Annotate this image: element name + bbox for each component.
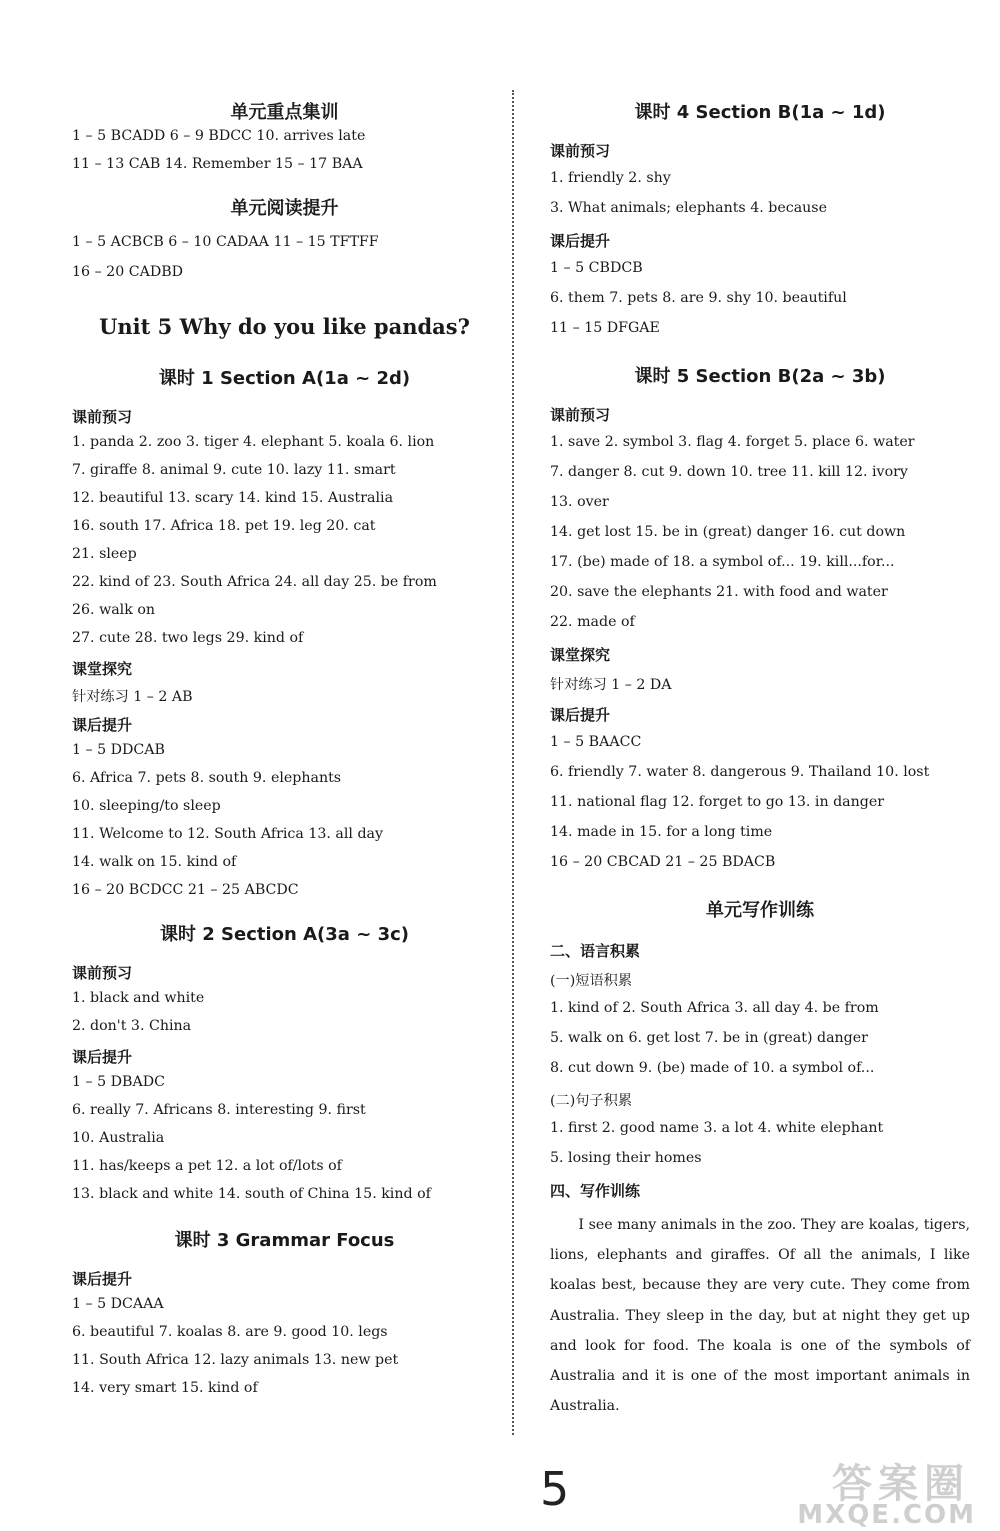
answer-line: 1. kind of 2. South Africa 3. all day 4. be from (550, 1000, 879, 1016)
answer-line: 针对练习 1 – 2 AB (72, 689, 193, 705)
answer-line: 12. beautiful 13. scary 14. kind 15. Australia (72, 490, 394, 506)
section-heading: 单元重点集训 (230, 102, 339, 123)
answer-line: 6. Africa 7. pets 8. south 9. elephants (72, 770, 342, 786)
unit-title: Unit 5 Why do you like pandas? (99, 314, 470, 339)
answer-line: 11. South Africa 12. lazy animals 13. new pet (72, 1352, 399, 1368)
answer-line: 针对练习 1 – 2 DA (550, 677, 672, 693)
subsection-label: 课后提升 (550, 706, 611, 724)
answer-line: 7. giraffe 8. animal 9. cute 10. lazy 11. smart (72, 462, 396, 478)
answer-line: 14. get lost 15. be in (great) danger 16. cut down (550, 524, 906, 540)
answer-line: 20. save the elephants 21. with food and water (550, 584, 888, 600)
lesson-heading: 课时 3 Grammar Focus (174, 1230, 395, 1251)
subsection-label: 课后提升 (72, 1048, 133, 1066)
answer-line: 11. Welcome to 12. South Africa 13. all day (72, 826, 384, 842)
answer-line: 1 – 5 CBDCB (550, 260, 643, 276)
subsection-label: 课前预习 (72, 408, 133, 426)
subsection-label: 课后提升 (72, 1270, 133, 1288)
answer-line: 2. don't 3. China (72, 1018, 192, 1034)
answer-line: 1. friendly 2. shy (550, 170, 671, 186)
answer-line: 22. made of (550, 614, 635, 630)
answer-line: 1. save 2. symbol 3. flag 4. forget 5. place 6. water (550, 434, 915, 450)
answer-line: 13. over (550, 494, 609, 510)
answer-line: 14. walk on 15. kind of (72, 854, 237, 870)
answer-line: 1. panda 2. zoo 3. tiger 4. elephant 5. koala 6. lion (72, 434, 435, 450)
subsection-label: 课前预习 (72, 964, 133, 982)
answer-line: 11 – 13 CAB 14. Remember 15 – 17 BAA (72, 156, 363, 172)
answer-line: 16 – 20 CBCAD 21 – 25 BDACB (550, 854, 776, 870)
lesson-heading: 课时 1 Section A(1a ~ 2d) (158, 368, 411, 389)
answer-line: 14. made in 15. for a long time (550, 824, 773, 840)
subsection-label: 二、语言积累 (550, 942, 641, 960)
answer-line: (二)句子积累 (550, 1093, 633, 1109)
answer-line: 13. black and white 14. south of China 15. kind of (72, 1186, 431, 1202)
subsection-label: 课前预习 (550, 406, 611, 424)
answer-line: 1 – 5 ACBCB 6 – 10 CADAA 11 – 15 TFTFF (72, 234, 379, 250)
answer-line: 16. south 17. Africa 18. pet 19. leg 20. cat (72, 518, 376, 534)
answer-line: 8. cut down 9. (be) made of 10. a symbol of... (550, 1060, 875, 1076)
answer-line: 5. losing their homes (550, 1150, 702, 1166)
answer-line: 7. danger 8. cut 9. down 10. tree 11. kill 12. ivory (550, 464, 908, 480)
writing-sample-paragraph: I see many animals in the zoo. They are koalas, tigers, lions, elephants and giraffes. Of all the animals, I like koalas best, because they are very cute. They come from Australia. They sleep in the day, but at night they get up and look for food. The koala is one of the symbols of Australia and it is one of the most important animals in Australia. (550, 1217, 970, 1415)
answer-line: 16 – 20 BCDCC 21 – 25 ABCDC (72, 882, 299, 898)
answer-line: 22. kind of 23. South Africa 24. all day 25. be from (72, 574, 437, 590)
answer-line: 1 – 5 DCAAA (72, 1296, 164, 1312)
page-number: 5 (540, 1462, 570, 1516)
lesson-heading: 课时 5 Section B(2a ~ 3b) (634, 366, 886, 387)
lesson-heading: 课时 2 Section A(3a ~ 3c) (160, 924, 409, 945)
answer-line: 6. beautiful 7. koalas 8. are 9. good 10. legs (72, 1324, 388, 1340)
answer-line: 6. really 7. Africans 8. interesting 9. first (72, 1102, 366, 1118)
answer-line: 5. walk on 6. get lost 7. be in (great) danger (550, 1030, 868, 1046)
answer-line: 3. What animals; elephants 4. because (550, 200, 827, 216)
answer-line: 16 – 20 CADBD (72, 264, 184, 280)
column-divider (512, 90, 514, 1435)
answer-line: 27. cute 28. two legs 29. kind of (72, 630, 304, 646)
answer-line: 10. sleeping/to sleep (72, 798, 221, 814)
answer-line: 11 – 15 DFGAE (550, 320, 660, 336)
section-heading: 单元写作训练 (706, 900, 814, 921)
subsection-label: 课堂探究 (72, 660, 133, 678)
answer-line: 14. very smart 15. kind of (72, 1380, 258, 1396)
section-heading: 单元阅读提升 (230, 198, 339, 219)
answer-line: 1 – 5 BCADD 6 – 9 BDCC 10. arrives late (72, 128, 366, 144)
answer-line: 1 – 5 BAACC (550, 734, 642, 750)
subsection-label: 课前预习 (550, 142, 611, 160)
answer-line: 11. has/keeps a pet 12. a lot of/lots of (72, 1158, 342, 1174)
answer-line: 1. first 2. good name 3. a lot 4. white elephant (550, 1120, 884, 1136)
answer-line: 26. walk on (72, 602, 155, 618)
watermark-url: MXQE.COM (797, 1500, 976, 1530)
left-column (72, 90, 497, 1408)
answer-line: 17. (be) made of 18. a symbol of... 19. kill...for... (550, 554, 895, 570)
answer-line: 1 – 5 DBADC (72, 1074, 165, 1090)
answer-line: 6. them 7. pets 8. are 9. shy 10. beautiful (550, 290, 847, 306)
subsection-label: 课后提升 (550, 232, 611, 250)
answer-line: 10. Australia (72, 1130, 165, 1146)
answer-line: 1. black and white (72, 990, 205, 1006)
answer-line: 1 – 5 DDCAB (72, 742, 165, 758)
watermark-logo-text: 答案圈 (832, 1461, 970, 1507)
answer-line: 6. friendly 7. water 8. dangerous 9. Thailand 10. lost (550, 764, 930, 780)
right-column (550, 90, 970, 1421)
subsection-label: 课堂探究 (550, 646, 611, 664)
answer-line: (一)短语积累 (550, 973, 633, 989)
subsection-label: 课后提升 (72, 716, 133, 734)
answer-line: 11. national flag 12. forget to go 13. in danger (550, 794, 885, 810)
answer-line: 21. sleep (72, 546, 137, 562)
subsection-label: 四、写作训练 (550, 1182, 641, 1200)
lesson-heading: 课时 4 Section B(1a ~ 1d) (634, 102, 886, 123)
